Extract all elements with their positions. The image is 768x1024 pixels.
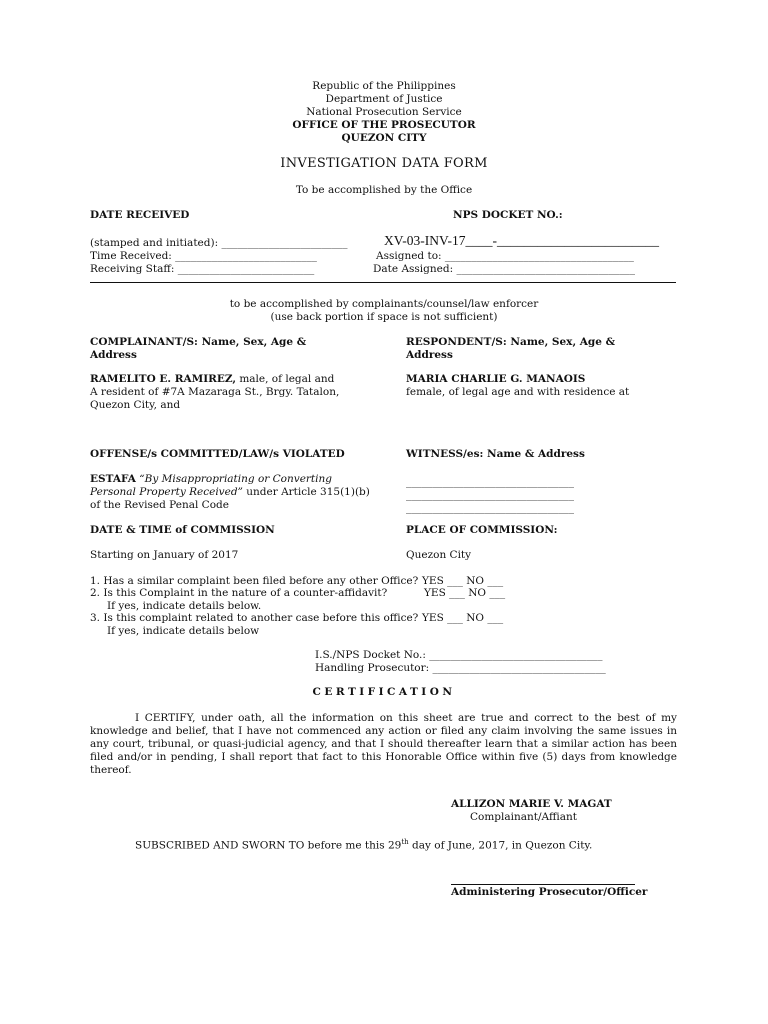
place-commission-value: Quezon City (406, 549, 472, 561)
certification-text: I CERTIFY, under oath, all the information on this sheet are true and correct to the best of my knowledge and belief, that I have not commenced any action or filed any claim involving the same issues in any court, tribunal, or quasi-judicial agency, and that I should thereafter learn that a similar action has been filed and/or in pending, I shall report that fact to this Honorable Office within five (5) days from knowledge thereof. (90, 712, 677, 776)
docket-number-field[interactable]: XV-03-INV-17____-________________________ (384, 233, 659, 248)
stamped-field[interactable]: (stamped and initiated): ________________________ (90, 237, 348, 249)
affiant-title: Complainant/Affiant (470, 811, 578, 823)
complainant-label: COMPLAINANT/S: Name, Sex, Age & (90, 336, 307, 348)
offense-line-2-rest: under Article 315(1)(b) (242, 486, 370, 498)
respondent-name: MARIA CHARLIE G. MANAOIS (406, 373, 586, 385)
header-office: OFFICE OF THE PROSECUTOR (292, 119, 476, 131)
assigned-to-field[interactable]: Assigned to: ____________________________________ (376, 250, 634, 262)
header-service: National Prosecution Service (306, 106, 462, 118)
nps-docket-label: NPS DOCKET NO.: (453, 209, 563, 221)
respondent-label-address: Address (406, 349, 453, 361)
offense-line-2 (90, 486, 370, 499)
offense-line-3: of the Revised Penal Code (90, 499, 229, 511)
witness-field-1[interactable]: ________________________________ (406, 476, 574, 488)
receiving-staff-field[interactable]: Receiving Staff: __________________________ (90, 263, 315, 275)
sworn-sup: th (401, 838, 409, 846)
question-2: 2. Is this Complaint in the nature of a counter-affidavit? (90, 587, 388, 599)
complainant-line-1 (90, 373, 334, 386)
witness-field-2[interactable]: ________________________________ (406, 489, 574, 501)
offense-estafa: ESTAFA (90, 473, 136, 485)
question-2-answer[interactable]: YES ___ NO ___ (424, 587, 506, 599)
question-1: 1. Has a similar complaint been filed before any other Office? (90, 575, 419, 587)
handling-prosecutor-field[interactable]: Handling Prosecutor: _________________________________ (315, 662, 606, 674)
date-commission-label: DATE & TIME of COMMISSION (90, 524, 275, 536)
complainant-city-line: Quezon City, and (90, 399, 181, 411)
place-commission-label: PLACE OF COMMISSION: (406, 524, 558, 536)
offense-line-1 (90, 473, 332, 486)
date-received-label: DATE RECEIVED (90, 209, 190, 221)
date-commission-value: Starting on January of 2017 (90, 549, 239, 561)
offense-italic-1: “By Misappropriating or Converting (135, 473, 332, 485)
header-department: Department of Justice (325, 93, 443, 105)
office-note: To be accomplished by the Office (295, 184, 473, 196)
question-1-answer[interactable]: YES ___ NO ___ (422, 575, 504, 587)
administering-prosecutor-label: Administering Prosecutor/Officer (451, 886, 648, 898)
question-3-answer[interactable]: YES ___ NO ___ (422, 612, 504, 624)
witness-field-3[interactable]: ________________________________ (406, 502, 574, 514)
section-divider (90, 282, 676, 283)
complainant-note-2: (use back portion if space is not sufficient) (270, 311, 498, 323)
offense-italic-2: Personal Property Received” (90, 486, 243, 498)
sworn-after: day of June, 2017, in Quezon City. (408, 839, 593, 852)
question-3-note: If yes, indicate details below (107, 625, 260, 637)
time-received-field[interactable]: Time Received: ___________________________ (90, 250, 317, 262)
complainant-name: RAMELITO E. RAMIREZ, (90, 373, 236, 385)
header-city: QUEZON CITY (341, 132, 427, 144)
offense-label: OFFENSE/s COMMITTED/LAW/s VIOLATED (90, 448, 345, 460)
complainant-note-1: to be accomplished by complainants/counsel/law enforcer (229, 298, 539, 310)
witness-label: WITNESS/es: Name & Address (406, 448, 585, 460)
certification-heading: CERTIFICATION (312, 686, 456, 698)
date-assigned-field[interactable]: Date Assigned: __________________________________ (373, 263, 635, 275)
respondent-label: RESPONDENT/S: Name, Sex, Age & (406, 336, 616, 348)
respondent-detail-line: female, of legal age and with residence at (406, 386, 630, 398)
complainant-label-address: Address (90, 349, 137, 361)
is-docket-field[interactable]: I.S./NPS Docket No.: _________________________________ (315, 649, 603, 661)
sworn-statement (135, 836, 592, 853)
question-2-note: If yes, indicate details below. (107, 600, 262, 612)
signature-line (451, 884, 635, 885)
affiant-name: ALLIZON MARIE V. MAGAT (451, 798, 612, 810)
sworn-before: SUBSCRIBED AND SWORN TO before me this 29 (135, 839, 402, 852)
question-3: 3. Is this complaint related to another case before this office? (90, 612, 419, 624)
complainant-address-line: A resident of #7A Mazaraga St., Brgy. Tatalon, (90, 386, 340, 398)
form-title: INVESTIGATION DATA FORM (280, 156, 488, 171)
complainant-line-1-rest: male, of legal and (236, 373, 335, 385)
header-republic: Republic of the Philippines (312, 80, 456, 92)
